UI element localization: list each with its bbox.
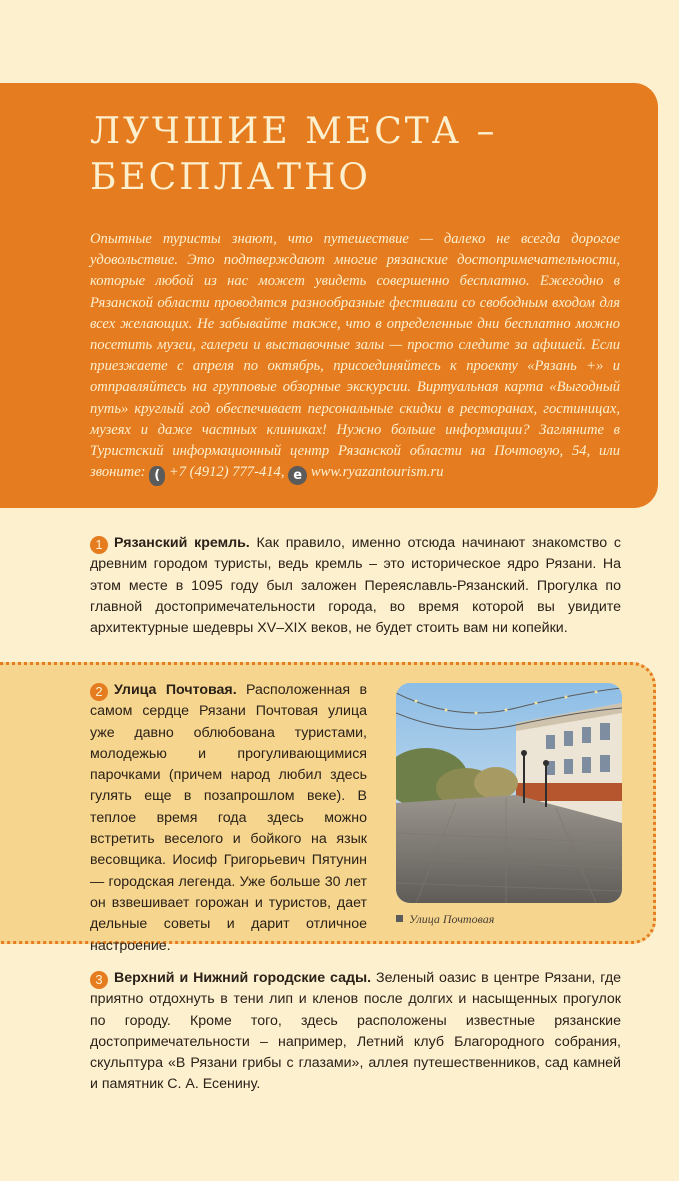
phone-number[interactable]: +7 (4912) 777-414, — [168, 464, 285, 481]
section-text: Зеленый оазис в центре Рязани, где приятно отдохнуть в тени лип и кленов после долгих и насыщенных прогулок по городу. Кроме того, здесь расположены известные рязанские достопримечательности – например, Летний клуб Благородного собрания, скульптура «В Рязани грибы с глазами», аллея путешественников, сад камней и памятник С. А. Есенину. — [90, 970, 621, 1093]
intro-text: Опытные туристы знают, что путешествие — далеко не всегда дорогое удовольствие. Это подтверждают многие рязанские достопримечательности, которые любой из нас может увидеть совершенно бесплатно. Ежегодно в Рязанской области проводятся разнообразные фестивали со свободным входом для всех желающих. Не забывайте также, что в определенные дни бесплатно можно посетить музеи, галереи и выставочные залы — просто следите за афишей. Если приезжаете с апреля по октябрь, присоединяйтесь к проекту «Рязань +» и отправляйтесь на групповые обзорные экскурсии. Виртуальная карта «Выгодный путь» круглый год обеспечивает персональные скидки в ресторанах, гостиницах, музеях и даже частных клиниках! Нужно больше информации? Загляните в Туристский информационный центр Рязанской области на Почтовую, 54, или звоните: — [90, 231, 620, 481]
web-icon: e — [288, 466, 307, 485]
section-title: Верхний и Нижний городские сады. — [114, 970, 372, 986]
title-line-2: БЕСПЛАТНО — [90, 157, 371, 198]
street-photo — [396, 683, 622, 903]
photo-caption-text: Улица Почтовая — [409, 912, 495, 926]
intro-paragraph — [90, 229, 620, 486]
section-text: Расположенная в самом сердце Рязани Почтовая улица уже давно облюбована туристами, молодежью и прогуливающимися парочками (причем народ любил здесь гулять еще в позапрошлом веке). В теплое время года здесь можно встретить веселого и бойкого на язык весовщика. Иосиф Григорьевич Пятунин — городская легенда. Уже больше 30 лет он взвешивает горожан и туристов, дает дельные советы и дарит отличное настроение. — [90, 682, 367, 954]
section-number-badge: 1 — [90, 536, 108, 554]
section-kremlin — [90, 533, 621, 639]
section-title: Улица Почтовая. — [114, 682, 237, 698]
page-title — [90, 109, 620, 201]
section-pochtovaya — [90, 680, 367, 957]
section-text: Как правило, именно отсюда начинают знакомство с древним городом туристы, ведь кремль – это историческое ядро Рязани. На этом месте в 1095 году был заложен Переяславль-Рязанский. Прогулка по главной достопримечательности города, во время которой вы увидите архитектурные шедевры XV–XIX веков, не будет стоить вам ни копейки. — [90, 535, 621, 637]
section-gardens — [90, 968, 621, 1096]
caption-marker-icon — [396, 915, 403, 922]
website-link[interactable]: www.ryazantourism.ru — [310, 464, 444, 481]
section-title: Рязанский кремль. — [114, 535, 250, 551]
intro-panel — [0, 83, 658, 508]
photo-caption — [396, 911, 622, 927]
section-number-badge: 2 — [90, 683, 108, 701]
phone-icon: ( — [149, 466, 165, 486]
title-line-1: ЛУЧШИЕ МЕСТА – — [90, 111, 498, 152]
section-number-badge: 3 — [90, 971, 108, 989]
